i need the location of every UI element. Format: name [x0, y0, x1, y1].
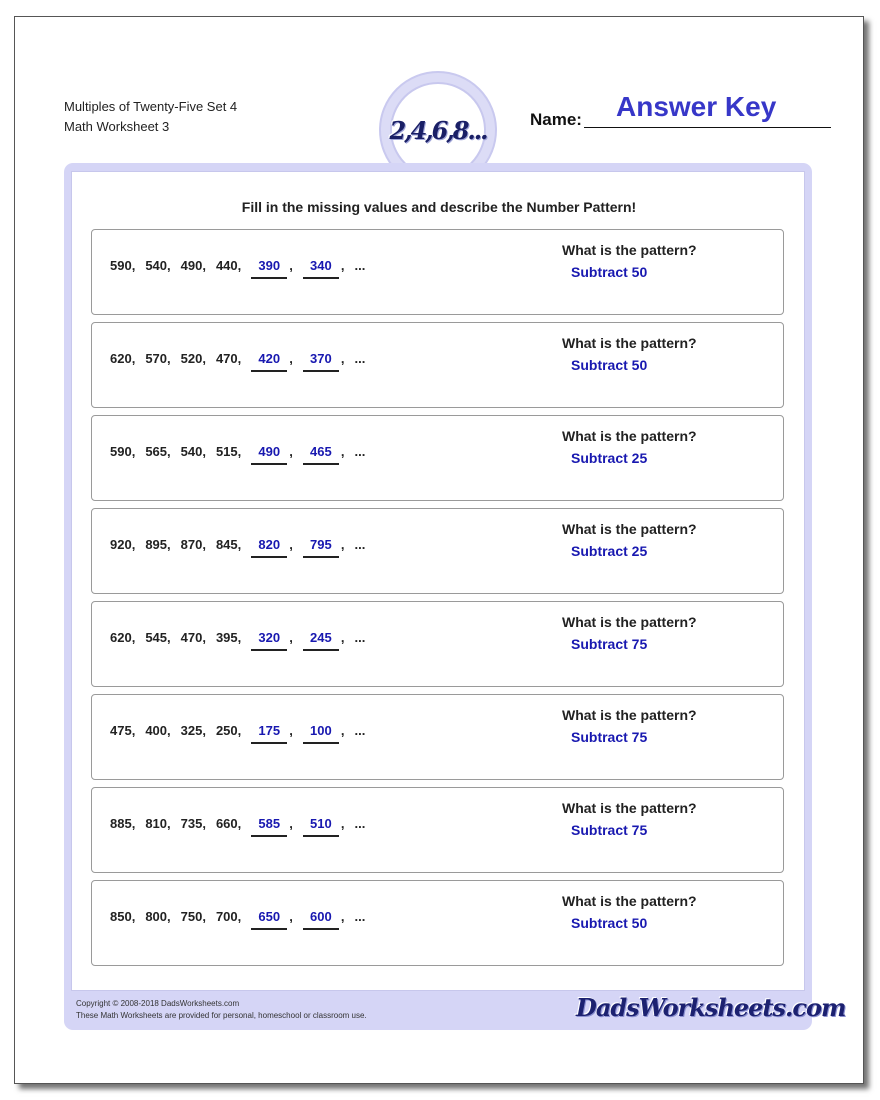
answer-blank: 320	[251, 630, 287, 651]
given-number: 565,	[145, 444, 171, 459]
answer-blank: 585	[251, 816, 287, 837]
given-number: 800,	[145, 909, 171, 924]
separator-comma: ,	[289, 444, 293, 459]
given-number: 515,	[215, 444, 242, 459]
given-number: 490,	[180, 258, 206, 273]
pattern-answer: Subtract 75	[571, 822, 648, 838]
ellipsis: ...	[354, 351, 366, 366]
given-number: 475,	[110, 723, 136, 738]
answer-blank: 370	[303, 351, 339, 372]
problem-row	[91, 415, 784, 501]
pattern-answer: Subtract 75	[571, 729, 648, 745]
pattern-answer: Subtract 50	[571, 357, 648, 373]
separator-comma: ,	[340, 537, 345, 552]
badge-text: 2,4,6,8...	[389, 115, 487, 145]
given-number: 520,	[180, 351, 206, 366]
answer-blank: 100	[303, 723, 339, 744]
copyright-text: Copyright © 2008-2018 DadsWorksheets.com	[76, 999, 240, 1008]
ellipsis: ...	[354, 537, 366, 552]
problem-row	[91, 322, 784, 408]
given-number: 540,	[180, 444, 206, 459]
given-number: 590,	[110, 258, 136, 273]
separator-comma: ,	[340, 723, 345, 738]
given-number: 895,	[145, 537, 171, 552]
given-number: 250,	[215, 723, 242, 738]
dadsworksheets-logo: DadsWorksheets.com	[576, 993, 846, 1022]
number-sequence	[110, 444, 365, 465]
number-sequence	[110, 258, 365, 279]
given-number: 470,	[215, 351, 242, 366]
problem-row	[91, 601, 784, 687]
given-number: 850,	[110, 909, 136, 924]
pattern-question: What is the pattern?	[562, 521, 697, 537]
answer-blank: 340	[303, 258, 339, 279]
separator-comma: ,	[340, 630, 345, 645]
answer-blank: 175	[251, 723, 287, 744]
answer-blank: 510	[303, 816, 339, 837]
given-number: 845,	[215, 537, 242, 552]
given-number: 620,	[110, 351, 136, 366]
given-number: 735,	[180, 816, 206, 831]
answer-key-heading: Answer Key	[616, 91, 777, 122]
given-number: 620,	[110, 630, 136, 645]
number-sequence	[110, 723, 365, 744]
separator-comma: ,	[289, 351, 293, 366]
problem-row	[91, 508, 784, 594]
separator-comma: ,	[340, 816, 345, 831]
given-number: 570,	[145, 351, 171, 366]
answer-blank: 795	[303, 537, 339, 558]
separator-comma: ,	[340, 258, 345, 273]
worksheet-title	[64, 97, 237, 137]
pattern-question: What is the pattern?	[562, 893, 697, 909]
separator-comma: ,	[340, 444, 345, 459]
separator-comma: ,	[289, 537, 293, 552]
title-line-2: Math Worksheet 3	[64, 119, 170, 134]
ellipsis: ...	[354, 630, 366, 645]
answer-blank: 600	[303, 909, 339, 930]
problem-row	[91, 880, 784, 966]
pattern-answer: Subtract 25	[571, 450, 648, 466]
given-number: 590,	[110, 444, 136, 459]
answer-blank: 650	[251, 909, 287, 930]
given-number: 400,	[145, 723, 171, 738]
number-sequence	[110, 351, 365, 372]
instructions: Fill in the missing values and describe the Number Pattern!	[241, 199, 637, 215]
answer-blank: 465	[303, 444, 339, 465]
number-sequence	[110, 537, 365, 558]
given-number: 750,	[180, 909, 206, 924]
given-number: 470,	[180, 630, 206, 645]
pattern-answer: Subtract 75	[571, 636, 648, 652]
ellipsis: ...	[354, 816, 366, 831]
separator-comma: ,	[289, 630, 293, 645]
problem-row	[91, 694, 784, 780]
number-sequence	[110, 816, 365, 837]
ellipsis: ...	[354, 723, 366, 738]
pattern-answer: Subtract 50	[571, 264, 648, 280]
separator-comma: ,	[289, 816, 293, 831]
name-line	[584, 127, 831, 128]
pattern-question: What is the pattern?	[562, 242, 697, 258]
given-number: 870,	[180, 537, 206, 552]
given-number: 440,	[215, 258, 242, 273]
problem-row	[91, 229, 784, 315]
given-number: 540,	[145, 258, 171, 273]
pattern-question: What is the pattern?	[562, 335, 697, 351]
pattern-question: What is the pattern?	[562, 614, 697, 630]
ellipsis: ...	[354, 444, 366, 459]
given-number: 545,	[145, 630, 171, 645]
given-number: 660,	[215, 816, 242, 831]
given-number: 700,	[215, 909, 242, 924]
separator-comma: ,	[340, 351, 345, 366]
worksheet-frame	[64, 163, 846, 1030]
footer-text	[76, 998, 367, 1022]
separator-comma: ,	[340, 909, 345, 924]
answer-blank: 390	[251, 258, 287, 279]
separator-comma: ,	[289, 258, 293, 273]
ellipsis: ...	[354, 909, 366, 924]
separator-comma: ,	[289, 723, 293, 738]
pattern-question: What is the pattern?	[562, 707, 697, 723]
pattern-question: What is the pattern?	[562, 800, 697, 816]
number-sequence	[110, 909, 365, 930]
ellipsis: ...	[354, 258, 366, 273]
problem-row	[91, 787, 784, 873]
given-number: 920,	[110, 537, 136, 552]
pattern-answer: Subtract 50	[571, 915, 648, 931]
pattern-answer: Subtract 25	[571, 543, 648, 559]
number-sequence	[110, 630, 365, 651]
answer-blank: 490	[251, 444, 287, 465]
given-number: 810,	[145, 816, 171, 831]
problems-panel	[71, 171, 805, 991]
answer-blank: 245	[303, 630, 339, 651]
pattern-question: What is the pattern?	[562, 428, 697, 444]
given-number: 885,	[110, 816, 136, 831]
given-number: 325,	[180, 723, 206, 738]
given-number: 395,	[215, 630, 242, 645]
name-label: Name:	[530, 110, 582, 129]
answer-blank: 420	[251, 351, 287, 372]
separator-comma: ,	[289, 909, 293, 924]
usage-notice: These Math Worksheets are provided for personal, homeschool or classroom use.	[76, 1011, 367, 1020]
answer-blank: 820	[251, 537, 287, 558]
title-line-1: Multiples of Twenty-Five Set 4	[64, 99, 238, 114]
